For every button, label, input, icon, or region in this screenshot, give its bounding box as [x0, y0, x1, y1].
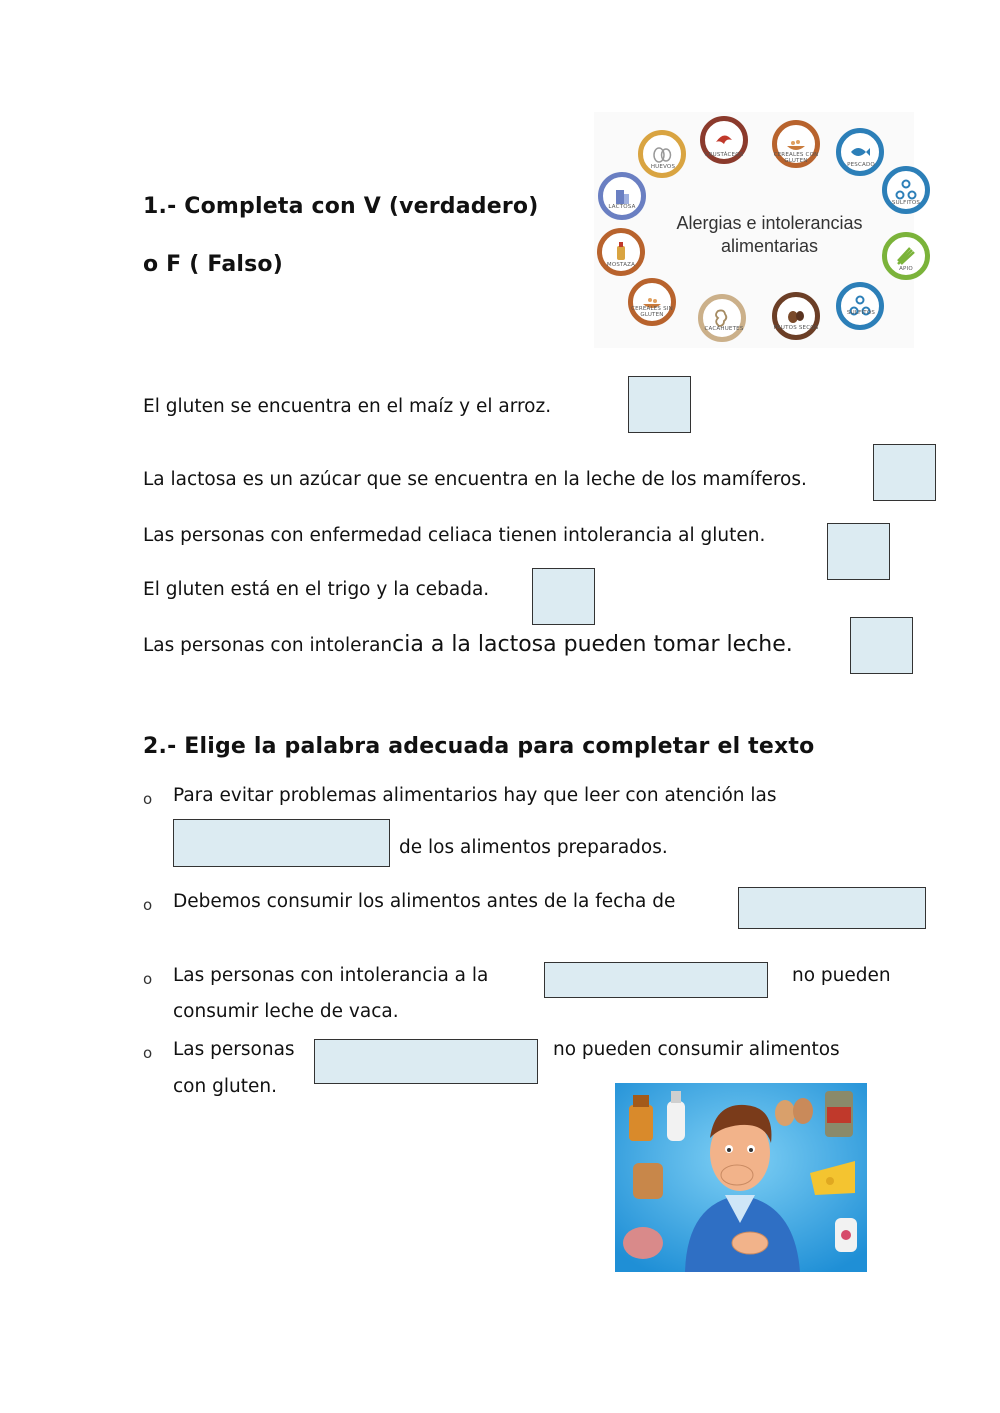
item-3-continuation: consumir leche de vaca.	[173, 1001, 399, 1022]
sulfites-icon	[882, 166, 930, 214]
statement-3: Las personas con enfermedad celiaca tienen intolerancia al gluten.	[143, 525, 766, 546]
section2-heading: 2.- Elige la palabra adecuada para completar el texto	[143, 734, 815, 759]
answer-box-1[interactable]	[628, 376, 691, 433]
food-intolerance-illustration	[615, 1083, 867, 1272]
statement-4: El gluten está en el trigo y la cebada.	[143, 579, 490, 600]
eggs-icon	[638, 130, 686, 178]
infographic-title-line1: Alergias e intolerancias	[676, 213, 863, 233]
fill-box-3[interactable]	[544, 962, 768, 998]
mustard-icon	[597, 228, 645, 276]
bullet-1: o	[143, 790, 153, 808]
celery-icon	[882, 232, 930, 280]
item-3-after: no pueden	[792, 965, 891, 986]
sulfites-label: SULFITOS	[891, 200, 921, 206]
item-4-text: Las personas	[173, 1039, 295, 1060]
answer-box-5[interactable]	[850, 617, 913, 674]
item-3-text: Las personas con intolerancia a la	[173, 965, 489, 986]
fill-box-1[interactable]	[173, 819, 390, 867]
gluten-free-cereals-label: CEREALES SIN GLUTEN	[631, 306, 673, 318]
item-2-text: Debemos consumir los alimentos antes de la fecha de	[173, 891, 676, 912]
infographic-title-line2: alimentarias	[720, 236, 819, 256]
answer-box-4[interactable]	[532, 568, 595, 625]
celery-label: APIO	[899, 266, 913, 272]
lactose-label: LACTOSA	[608, 204, 636, 210]
bullet-2: o	[143, 896, 153, 914]
answer-box-3[interactable]	[827, 523, 890, 580]
crustacean-label: CRUSTÁCEOS	[704, 152, 744, 158]
fish-icon	[836, 128, 884, 176]
infographic-title	[647, 212, 892, 258]
statement-2: La lactosa es un azúcar que se encuentra en la leche de los mamíferos.	[143, 469, 807, 490]
mustard-label: MOSTAZA	[606, 262, 636, 268]
statement-5	[143, 632, 793, 657]
sulfites-icon-2	[836, 282, 884, 330]
section1-heading-line2: o F ( Falso)	[143, 252, 283, 277]
answer-box-2[interactable]	[873, 444, 936, 501]
bullet-3: o	[143, 970, 153, 988]
eggs-label: HUEVOS	[650, 164, 676, 170]
item-1-text: Para evitar problemas alimentarios hay que leer con atención las	[173, 785, 777, 806]
item-4-after: no pueden consumir alimentos	[553, 1039, 840, 1060]
statement-5-part2: cia a la lactosa pueden tomar leche.	[392, 632, 793, 657]
gluten-cereals-label: CEREALES CON GLUTEN	[773, 152, 819, 164]
fill-box-2[interactable]	[738, 887, 926, 929]
peanuts-icon	[698, 294, 746, 342]
section1-heading-line1: 1.- Completa con V (verdadero)	[143, 194, 539, 219]
bullet-4: o	[143, 1044, 153, 1062]
item-4-continuation: con gluten.	[173, 1076, 277, 1097]
fish-label: PESCADO	[847, 162, 875, 168]
sulfites-label-2: SULFITOS	[846, 310, 876, 316]
item-1-after: de los alimentos preparados.	[399, 837, 668, 858]
fill-box-4[interactable]	[314, 1039, 538, 1084]
peanuts-label: CACAHUETES	[704, 326, 744, 332]
gluten-free-cereals-icon	[628, 278, 676, 326]
statement-1: El gluten se encuentra en el maíz y el arroz.	[143, 396, 552, 417]
lactose-icon	[598, 172, 646, 220]
nuts-icon	[772, 292, 820, 340]
statement-5-part1: Las personas con intoleran	[143, 635, 393, 656]
nuts-label: FRUTOS SECOS	[773, 325, 819, 331]
